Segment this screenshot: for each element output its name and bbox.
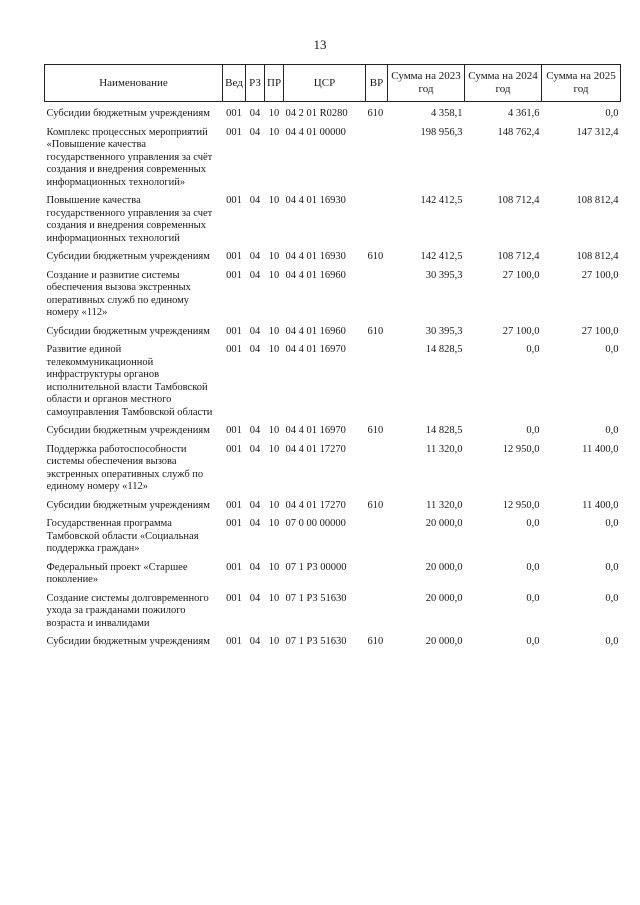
row-name: Субсидии бюджетным учреждениям [46, 325, 210, 337]
table-row [45, 127, 621, 190]
page-number: 13 [313, 37, 327, 52]
row-pr: 10 [268, 499, 280, 511]
row-rz: 04 [249, 108, 261, 119]
row-rz: 04 [249, 443, 261, 455]
row-pr: 10 [268, 636, 280, 647]
row-sum-2025: 0,0 [605, 425, 619, 436]
row-sum-2023: 142 412,5 [420, 195, 463, 206]
row-csr: 07 0 00 00000 [285, 518, 346, 529]
row-sum-2024: 12 950,0 [502, 443, 540, 455]
row-vr: 610 [367, 636, 384, 647]
row-rz: 04 [249, 251, 261, 262]
row-sum-2024: 108 712,4 [497, 251, 540, 262]
row-ved: 001 [226, 592, 242, 604]
row-csr: 04 4 01 16970 [285, 425, 346, 436]
row-sum-2025: 108 812,4 [576, 251, 619, 262]
row-sum-2024: 27 100,0 [502, 325, 540, 337]
row-sum-2024: 148 762,4 [497, 126, 540, 138]
row-sum-2025: 0,0 [605, 592, 619, 604]
row-pr: 10 [268, 561, 280, 573]
row-sum-2023: 11 320,0 [426, 499, 463, 511]
row-rz: 04 [249, 561, 261, 573]
row-sum-2024: 0,0 [526, 561, 540, 573]
row-name: Субсидии бюджетным учреждениям [46, 108, 210, 119]
table-body [45, 102, 621, 649]
row-csr: 04 4 01 17270 [285, 499, 346, 511]
row-sum-2023: 14 828,5 [425, 425, 463, 436]
row-name: Комплекс процессных мероприятий «Повышение качества государственного управления за счёт создания и внедрения современных информационных технологий» [46, 126, 213, 188]
row-sum-2025: 0,0 [605, 108, 619, 119]
row-sum-2023: 30 395,3 [425, 325, 463, 337]
row-csr: 07 1 Р3 51630 [285, 636, 347, 647]
row-rz: 04 [249, 325, 261, 337]
row-pr: 10 [268, 425, 280, 436]
header-sum-2024: Сумма на 2024 год [465, 65, 542, 102]
row-sum-2025: 11 400,0 [582, 499, 619, 511]
row-csr: 04 4 01 16930 [285, 195, 346, 206]
table-row [45, 326, 621, 339]
header-csr: ЦСР [284, 65, 366, 102]
table-row [45, 593, 621, 631]
table-row [45, 500, 621, 513]
row-sum-2023: 4 358,1 [431, 108, 463, 119]
row-csr: 04 4 01 16960 [285, 325, 346, 337]
row-pr: 10 [268, 443, 280, 455]
header-vr: ВР [366, 65, 388, 102]
row-sum-2024: 0,0 [526, 344, 540, 355]
row-vr [366, 518, 388, 556]
table-row [45, 195, 621, 245]
row-name: Субсидии бюджетным учреждениям [46, 636, 210, 647]
row-name: Государственная программа Тамбовской области «Социальная поддержка граждан» [46, 518, 199, 554]
table-row [45, 636, 621, 649]
header-rz: РЗ [246, 65, 265, 102]
row-sum-2024: 12 950,0 [502, 499, 540, 511]
row-sum-2025: 11 400,0 [582, 443, 619, 455]
row-csr: 04 4 01 17270 [285, 443, 346, 455]
row-csr: 07 1 Р3 51630 [285, 592, 347, 604]
row-sum-2023: 198 956,3 [420, 126, 463, 138]
row-ved: 001 [226, 518, 242, 529]
row-vr [366, 562, 388, 587]
row-ved: 001 [226, 325, 242, 337]
row-rz: 04 [249, 518, 261, 529]
table-row [45, 251, 621, 264]
row-sum-2024: 0,0 [526, 425, 540, 436]
row-pr: 10 [268, 592, 280, 604]
table-row [45, 444, 621, 494]
budget-table [44, 64, 621, 649]
row-sum-2025: 27 100,0 [581, 325, 619, 337]
row-ved: 001 [226, 499, 242, 511]
row-vr: 610 [367, 499, 384, 511]
row-rz: 04 [249, 499, 261, 511]
row-sum-2023: 20 000,0 [425, 636, 463, 647]
row-rz: 04 [249, 195, 261, 206]
row-ved: 001 [226, 251, 242, 262]
row-pr: 10 [268, 269, 280, 281]
row-sum-2023: 20 000,0 [425, 592, 463, 604]
row-name: Создание и развитие системы обеспечения вызова экстренных оперативных служб по единому номеру «112» [46, 269, 191, 318]
row-name: Поддержка работоспособности системы обеспечения вызова экстренных оперативных служб по единому номеру «112» [46, 443, 204, 492]
table-row [45, 518, 621, 556]
row-sum-2024: 108 712,4 [497, 195, 540, 206]
row-sum-2024: 0,0 [526, 518, 540, 529]
header-name: Наименование [45, 65, 223, 102]
table-header-row [45, 65, 621, 102]
row-vr: 610 [367, 425, 384, 436]
row-vr: 610 [367, 251, 384, 262]
row-ved: 001 [226, 636, 242, 647]
row-sum-2023: 14 828,5 [425, 344, 463, 355]
row-sum-2025: 108 812,4 [576, 195, 619, 206]
row-vr [366, 127, 388, 190]
row-sum-2023: 20 000,0 [425, 561, 463, 573]
row-vr: 610 [367, 325, 384, 337]
row-pr: 10 [268, 251, 280, 262]
row-ved: 001 [226, 195, 242, 206]
row-pr: 10 [268, 126, 280, 138]
row-csr: 04 4 01 16970 [285, 344, 346, 355]
row-name: Повышение качества государственного управления за счет создания и внедрения современных информационных технологий [46, 195, 213, 244]
table-row [45, 108, 621, 121]
row-vr: 610 [367, 108, 384, 119]
table-row [45, 425, 621, 438]
row-name: Федеральный проект «Старшее поколение» [46, 561, 188, 585]
row-sum-2025: 0,0 [605, 344, 619, 355]
row-ved: 001 [226, 443, 242, 455]
row-vr [366, 444, 388, 494]
row-rz: 04 [249, 269, 261, 281]
row-sum-2023: 30 395,3 [425, 269, 463, 281]
row-sum-2023: 11 320,0 [426, 443, 463, 455]
row-ved: 001 [226, 269, 242, 281]
row-sum-2025: 0,0 [605, 636, 619, 647]
row-rz: 04 [249, 636, 261, 647]
row-ved: 001 [226, 425, 242, 436]
row-ved: 001 [226, 344, 242, 355]
table-row [45, 344, 621, 419]
row-vr [366, 593, 388, 631]
row-rz: 04 [249, 425, 261, 436]
row-name: Развитие единой телекоммуникационной инфраструктуры органов исполнительной власти Тамбовской области и органов местного самоуправления Тамбовской области [46, 344, 213, 418]
header-pr: ПР [265, 65, 284, 102]
row-rz: 04 [249, 592, 261, 604]
table-row [45, 562, 621, 587]
header-sum-2025: Сумма на 2025 год [542, 65, 621, 102]
row-csr: 04 2 01 R0280 [285, 108, 348, 119]
row-ved: 001 [226, 126, 242, 138]
row-sum-2024: 27 100,0 [502, 269, 540, 281]
row-ved: 001 [226, 561, 242, 573]
table-row [45, 270, 621, 320]
row-sum-2025: 0,0 [605, 561, 619, 573]
row-sum-2024: 4 361,6 [508, 108, 540, 119]
row-csr: 04 4 01 00000 [285, 126, 346, 138]
row-pr: 10 [268, 195, 280, 206]
row-rz: 04 [249, 344, 261, 355]
row-vr [366, 195, 388, 245]
row-csr: 04 4 01 16960 [285, 269, 346, 281]
row-sum-2025: 147 312,4 [576, 126, 619, 138]
row-pr: 10 [268, 518, 280, 529]
row-sum-2024: 0,0 [526, 636, 540, 647]
row-sum-2024: 0,0 [526, 592, 540, 604]
row-csr: 07 1 Р3 00000 [285, 561, 347, 573]
row-sum-2025: 27 100,0 [581, 269, 619, 281]
row-pr: 10 [268, 108, 280, 119]
row-name: Субсидии бюджетным учреждениям [46, 425, 210, 436]
header-ved: Вед [223, 65, 246, 102]
row-name: Создание системы долговременного ухода за гражданами пожилого возраста и инвалидами [46, 592, 209, 629]
row-sum-2023: 142 412,5 [420, 251, 463, 262]
row-csr: 04 4 01 16930 [285, 251, 346, 262]
row-ved: 001 [226, 108, 242, 119]
header-sum-2023: Сумма на 2023 год [388, 65, 465, 102]
row-vr [366, 344, 388, 419]
row-name: Субсидии бюджетным учреждениям [46, 251, 210, 262]
row-rz: 04 [249, 126, 261, 138]
row-pr: 10 [268, 325, 280, 337]
row-pr: 10 [268, 344, 280, 355]
row-sum-2023: 20 000,0 [425, 518, 463, 529]
row-sum-2025: 0,0 [605, 518, 619, 529]
row-name: Субсидии бюджетным учреждениям [46, 499, 210, 511]
row-vr [366, 270, 388, 320]
